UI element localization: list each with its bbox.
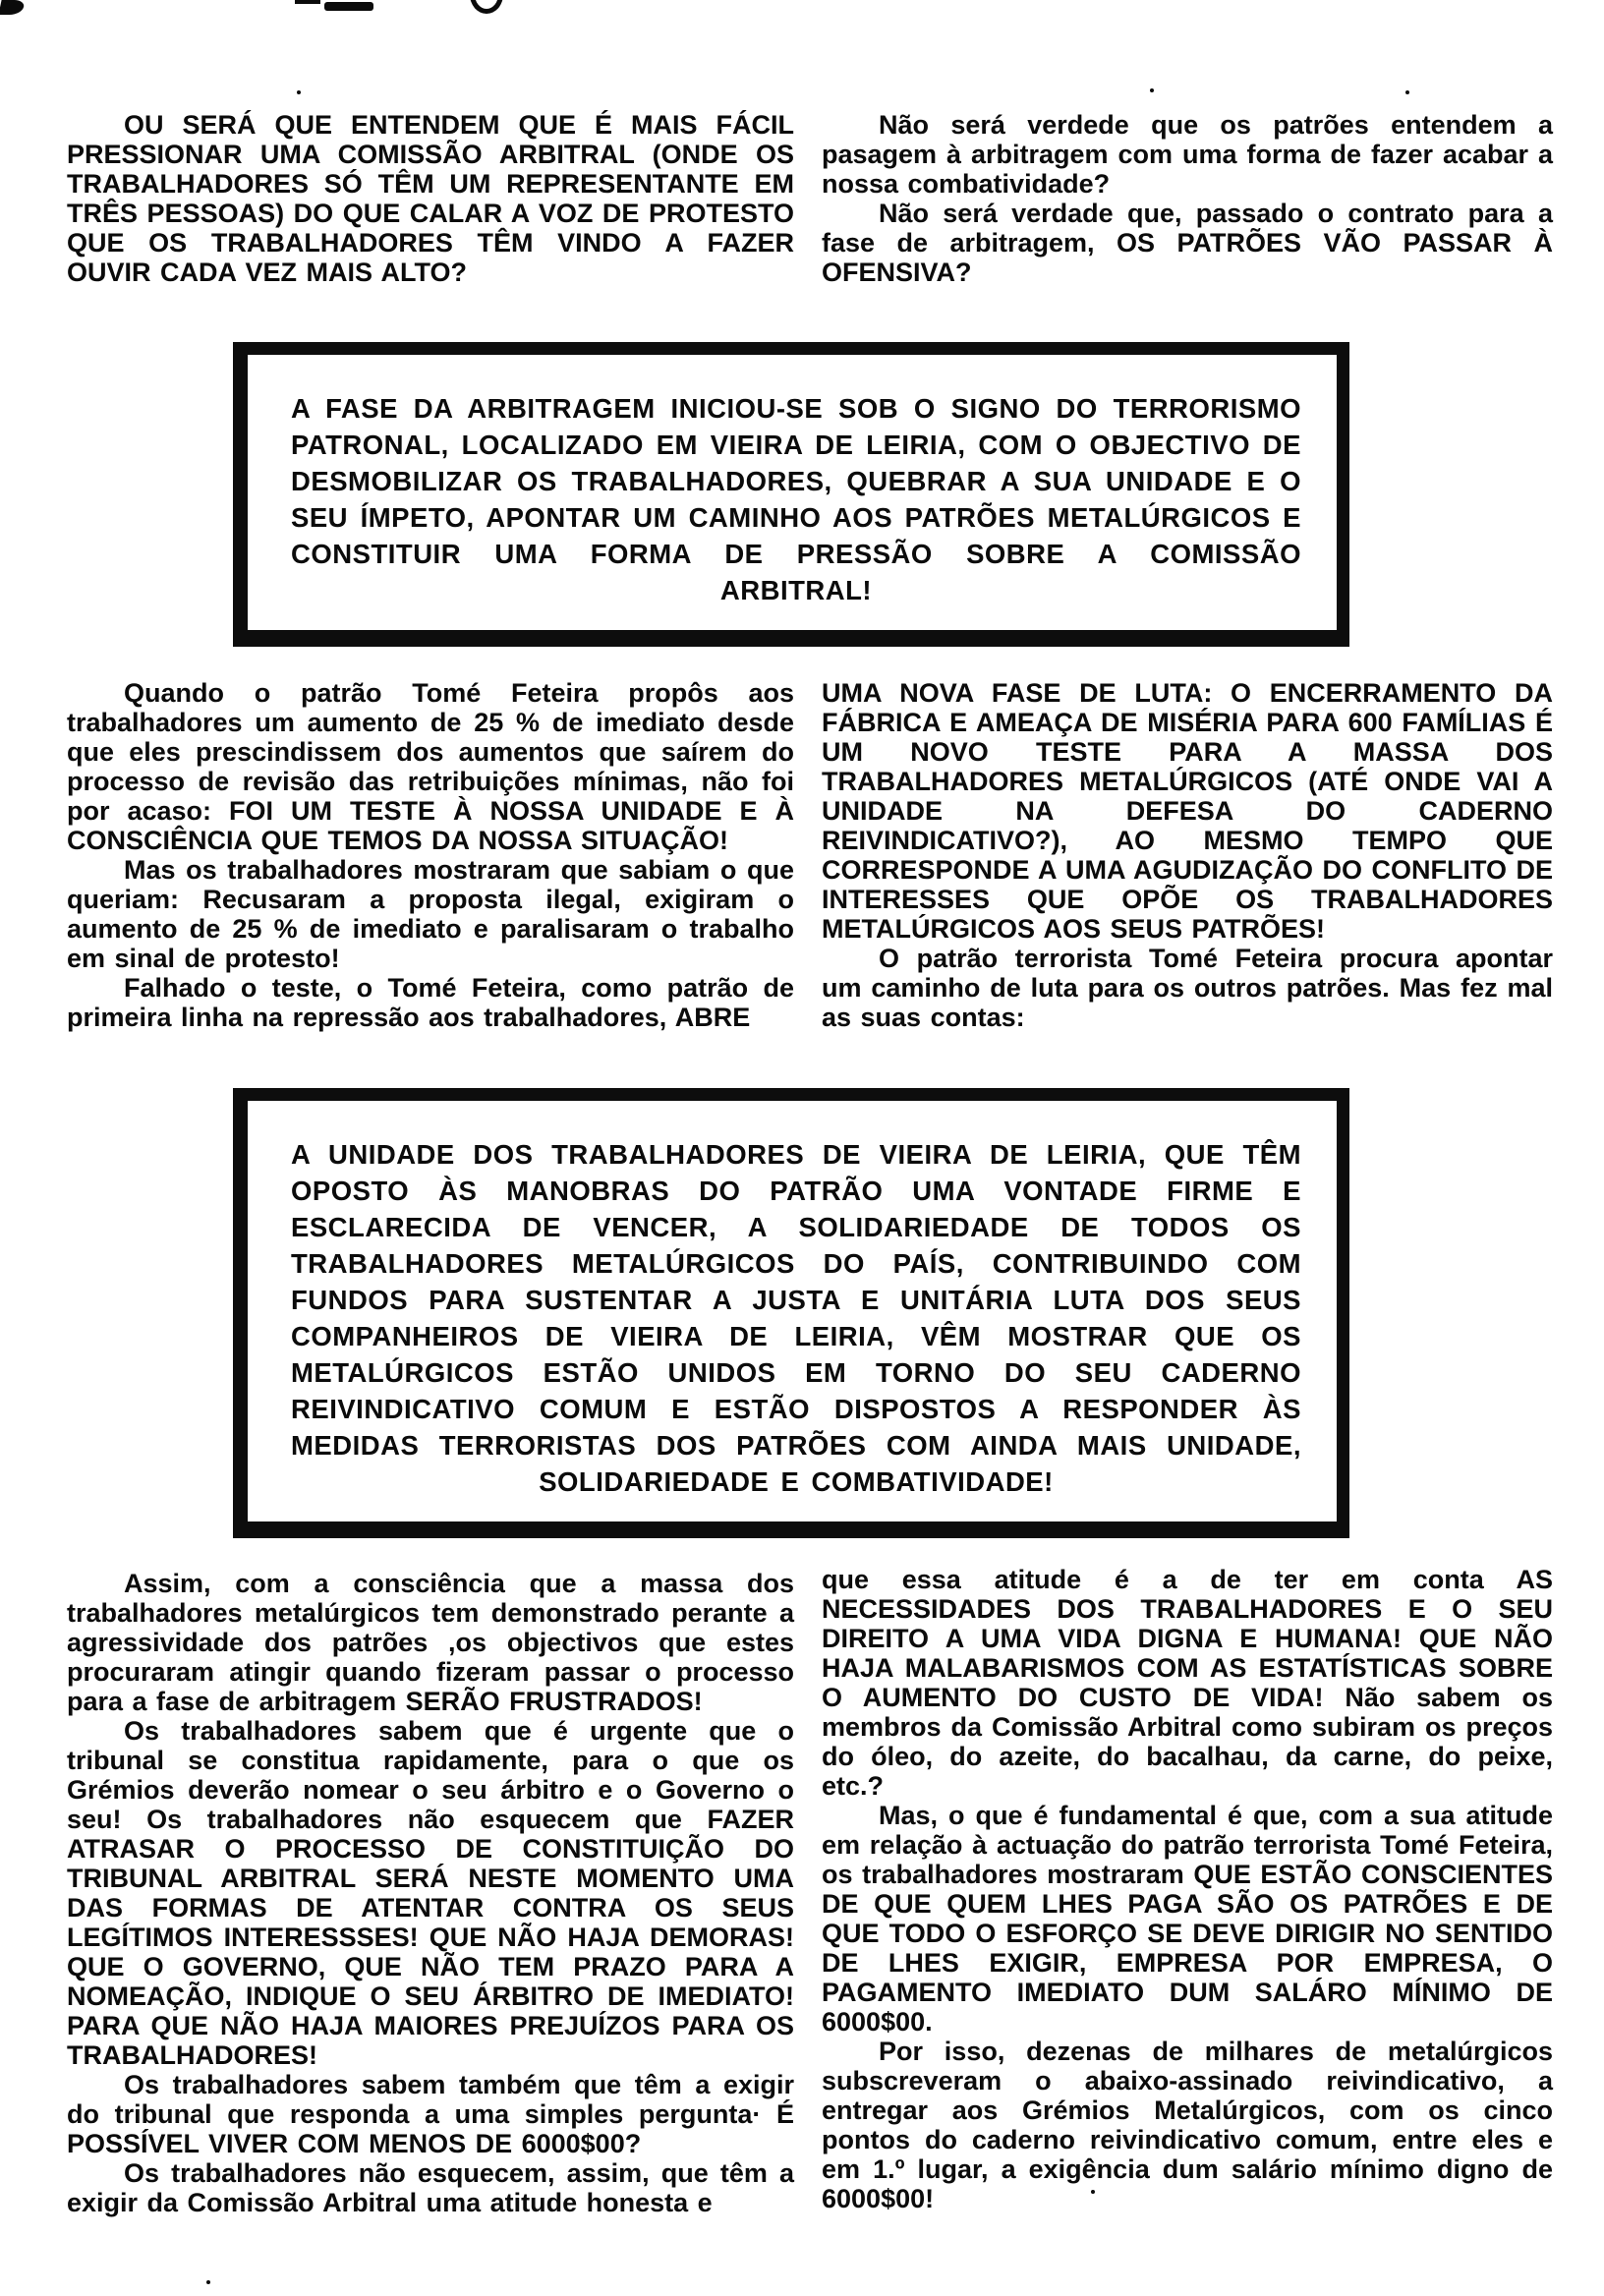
scan-speck <box>297 90 301 94</box>
paragraph: Não será verdade que, passado o contrato para a fase de arbitragem, OS PATRÕES VÃO PASSAR À OFENSIVA? <box>822 199 1553 287</box>
paragraph: Os trabalhadores sabem que é urgente que o tribunal se constitua rapidamente, para o que os Grémios deverão nomear o seu árbitro e o Governo o seu! Os trabalhadores não esquecem que FAZER ATRASAR O PROCESSO DE CONSTITUIÇÃO DO TRIBUNAL ARBITRAL SERÁ NESTE MOMENTO UMA DAS FORMAS DE ATENTAR CONTRA OS SEUS LEGÍTIMOS INTERESSSES! QUE NÃO HAJA DEMORAS! QUE O GOVERNO, QUE NÃO TEM PRAZO PARA A NOMEAÇÃO, INDIQUE O SEU ÁRBITRO DE IMEDIATO! PARA QUE NÃO HAJA MAIORES PREJUÍZOS PARA OS TRABALHADORES! <box>67 1716 794 2070</box>
scan-speck <box>1150 88 1154 92</box>
paragraph: Mas os trabalhadores mostraram que sabiam o que queriam: Recusaram a proposta ilegal, exigiram o aumento de 25 % de imediato e paralisaram o trabalho em sinal de protesto! <box>67 855 794 973</box>
scan-smudge-dashes <box>295 0 375 11</box>
paragraph: UMA NOVA FASE DE LUTA: O ENCERRAMENTO DA FÁBRICA E AMEAÇA DE MISÉRIA PARA 600 FAMÍLIAS É UM NOVO TESTE PARA A MASSA DOS TRABALHADORES METALÚRGICOS (ATÉ ONDE VAI A UNIDADE NA DEFESA DO CADERNO REIVINDICATIVO?), AO MESMO TEMPO QUE CORRESPONDE A UMA AGUDIZAÇÃO DO CONFLITO DE INTERESSES QUE OPÕE OS TRABALHADORES METALÚRGICOS AOS SEUS PATRÕES! <box>822 678 1554 944</box>
framed-statement-text: A UNIDADE DOS TRABALHADORES DE VIEIRA DE LEIRIA, QUE TÊM OPOSTO ÀS MANOBRAS DO PATRÃO UMA VONTADE FIRME E ESCLARECIDA DE VENCER, A SOLIDARIEDADE DE TODOS OS TRABALHADORES METALÚRGICOS DO PAÍS, CONTRIBUINDO COM FUNDOS PARA SUSTENTAR A JUSTA E UNITÁRIA LUTA DOS SEUS COMPANHEIROS DE VIEIRA DE LEIRIA, VÊM MOSTRAR QUE OS METALÚRGICOS ESTÃO UNIDOS EM TORNO DO SEU CADERNO REIVINDICATIVO COMUM E ESTÃO DISPOSTOS A RESPONDER ÀS MEDIDAS TERRORISTAS DOS PATRÕES COM AINDA MAIS UNIDADE, SOLIDARIEDADE E COMBATIVIDADE! <box>291 1139 1301 1497</box>
scan-smudge-arc <box>470 0 503 14</box>
scan-speck <box>1405 90 1409 94</box>
intro-question-column-left <box>67 110 794 287</box>
paragraph: Quando o patrão Tomé Feteira propôs aos trabalhadores um aumento de 25 % de imediato desde que eles prescindissem dos aumentos que saírem do processo de revisão das retribuições mínimas, não foi por acaso: FOI UM TESTE À NOSSA UNIDADE E À CONSCIÊNCIA QUE TEMOS DA NOSSA SITUAÇÃO! <box>67 678 794 855</box>
middle-column-left <box>67 678 794 1032</box>
paragraph: OU SERÁ QUE ENTENDEM QUE É MAIS FÁCIL PRESSIONAR UMA COMISSÃO ARBITRAL (ONDE OS TRABALHADORES SÓ TÊM UM REPRESENTANTE EM TRÊS PESSOAS) DO QUE CALAR A VOZ DE PROTESTO QUE OS TRABALHADORES TÊM VINDO A FAZER OUVIR CADA VEZ MAIS ALTO? <box>67 110 794 287</box>
paragraph: O patrão terrorista Tomé Feteira procura apontar um caminho de luta para os outros patrões. Mas fez mal as suas contas: <box>822 944 1553 1032</box>
bottom-column-right <box>822 1565 1553 2213</box>
paragraph: Assim, com a consciência que a massa dos trabalhadores metalúrgicos tem demonstrado perante a agressividade dos patrões ,os objectivos que estes procuraram atingir quando fizeram passar o processo para a fase de arbitragem SERÃO FRUSTRADOS! <box>67 1569 794 1716</box>
scan-smudge-corner <box>0 0 26 15</box>
paragraph: Mas, o que é fundamental é que, com a sua atitude em relação à actuação do patrão terrorista Tomé Feteira, os trabalhadores mostraram QUE ESTÃO CONSCIENTES DE QUE QUEM LHES PAGA SÃO OS PATRÕES E DE QUE TODO O ESFORÇO SE DEVE DIRIGIR NO SENTIDO DE LHES EXIGIR, EMPRESA POR EMPRESA, O PAGAMENTO IMEDIATO DUM SALÁRO MÍNIMO DE 6000$00. <box>822 1801 1553 2037</box>
framed-statement-arbitration-terrorism <box>233 342 1349 647</box>
paragraph: que essa atitude é a de ter em conta AS NECESSIDADES DOS TRABALHADORES E O SEU DIREITO A UMA VIDA DIGNA E HUMANA! QUE NÃO HAJA MALABARISMOS COM AS ESTATÍSTICAS SOBRE O AUMENTO DO CUSTO DE VIDA! Não sabem os membros da Comissão Arbitral como subiram os preços do óleo, do azeite, do bacalhau, da carne, do peixe, etc.? <box>822 1565 1553 1801</box>
paragraph: Os trabalhadores sabem também que têm a exigir do tribunal que responda a uma simples pergunta· É POSSÍVEL VIVER COM MENOS DE 6000$00? <box>67 2070 794 2158</box>
paragraph: Os trabalhadores não esquecem, assim, que têm a exigir da Comissão Arbitral uma atitude honesta e <box>67 2158 794 2217</box>
paragraph: Falhado o teste, o Tomé Feteira, como patrão de primeira linha na repressão aos trabalhadores, ABRE <box>67 973 794 1032</box>
framed-statement-text: A FASE DA ARBITRAGEM INICIOU-SE SOB O SIGNO DO TERRORISMO PATRONAL, LOCALIZADO EM VIEIRA DE LEIRIA, COM O OBJECTIVO DE DESMOBILIZAR OS TRABALHADORES, QUEBRAR A SUA UNIDADE E O SEU ÍMPETO, APONTAR UM CAMINHO AOS PATRÕES METALÚRGICOS E CONSTITUIR UMA FORMA DE PRESSÃO SOBRE A COMISSÃO ARBITRAL! <box>291 393 1301 605</box>
framed-statement-unity-solidarity <box>233 1088 1349 1538</box>
scan-speck <box>206 2280 210 2284</box>
paragraph: Por isso, dezenas de milhares de metalúrgicos subscreveram o abaixo-assinado reivindicativo, a entregar aos Grémios Metalúrgicos, com os cinco pontos do caderno reivindicativo comum, entre eles e em 1.º lugar, a exigência dum salário mínimo digno de 6000$00! <box>822 2037 1553 2213</box>
middle-column-right <box>822 678 1553 1032</box>
paragraph: Não será verdede que os patrões entendem a pasagem à arbitragem com uma forma de fazer acabar a nossa combatividade? <box>822 110 1553 199</box>
intro-question-column-right <box>822 110 1553 287</box>
bottom-column-left <box>67 1569 794 2217</box>
